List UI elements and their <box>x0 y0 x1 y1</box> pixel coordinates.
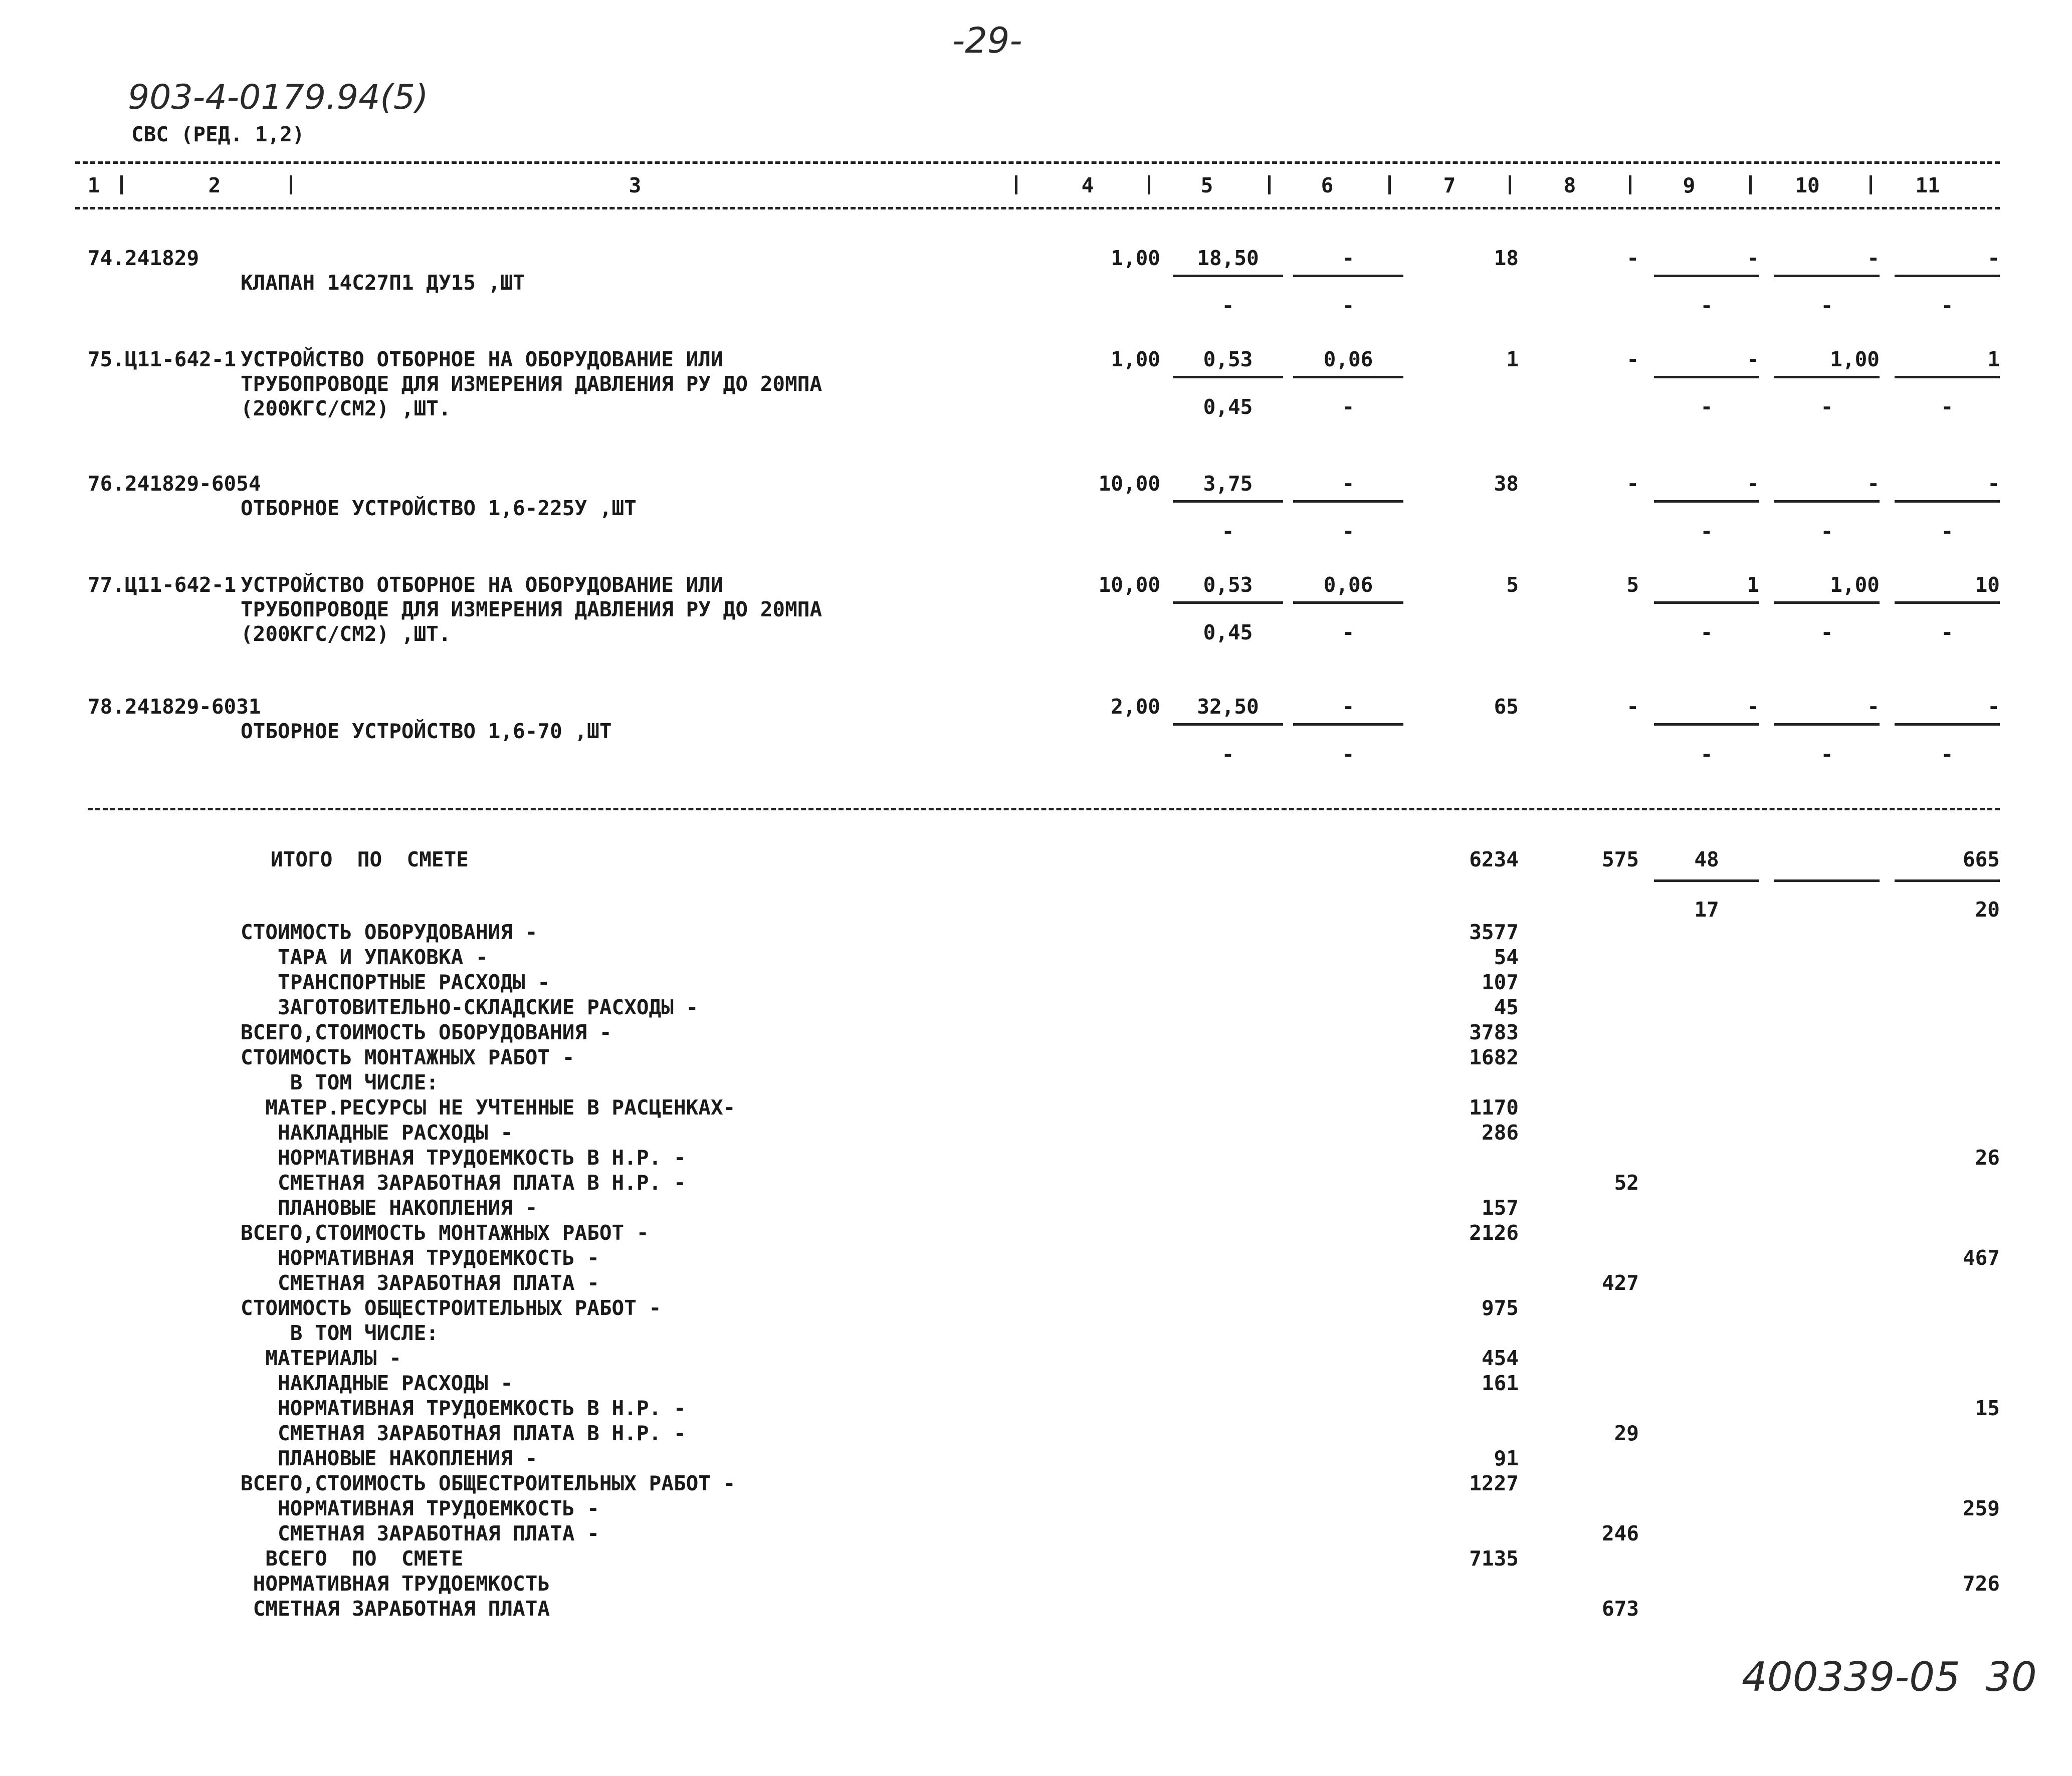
summary-col7: 1682 <box>1469 1045 1519 1069</box>
item-col10: - <box>1867 695 1880 719</box>
item-col10: 1,00 <box>1830 347 1880 371</box>
item-col10: 1,00 <box>1830 573 1880 597</box>
summary-col7: 161 <box>1481 1371 1519 1395</box>
item-col5: 32,50 <box>1197 695 1259 719</box>
summary-label: СМЕТНАЯ ЗАРАБОТНАЯ ПЛАТА В Н.Р. - <box>241 1171 686 1195</box>
item-col11-second: - <box>1941 395 1954 419</box>
item-col9: - <box>1747 695 1759 719</box>
item-col11: - <box>1987 472 2000 496</box>
summary-label: СТОИМОСТЬ МОНТАЖНЫХ РАБОТ - <box>241 1045 575 1069</box>
summary-col11: 15 <box>1975 1396 2000 1420</box>
document-code: 903-4-0179.94(5) <box>128 78 429 117</box>
summary-col8: 246 <box>1601 1521 1639 1545</box>
column-number-4: 4 <box>1081 173 1094 197</box>
summary-col8: 673 <box>1601 1597 1639 1621</box>
summary-col11: 26 <box>1975 1146 2000 1170</box>
item-col10-second: - <box>1820 519 1833 543</box>
summary-col7: 7135 <box>1469 1546 1519 1571</box>
item-code: 74.241829 <box>88 246 199 270</box>
item-col8: - <box>1626 347 1639 371</box>
totals-col9-rule <box>1654 879 1759 882</box>
column-number-8: 8 <box>1563 173 1576 197</box>
summary-col7: 107 <box>1481 970 1519 994</box>
item-col8: 5 <box>1626 573 1639 597</box>
item-col5-rule <box>1173 500 1283 503</box>
summary-col7: 157 <box>1481 1196 1519 1220</box>
item-col5-second: - <box>1221 742 1234 766</box>
item-col11: - <box>1987 695 2000 719</box>
summary-col7: 1227 <box>1469 1471 1519 1495</box>
item-col10-second: - <box>1820 395 1833 419</box>
item-col4: 10,00 <box>1098 573 1160 597</box>
item-col11-rule <box>1895 723 2000 726</box>
summary-label: НОРМАТИВНАЯ ТРУДОЕМКОСТЬ - <box>241 1246 599 1270</box>
summary-col11: 726 <box>1962 1572 2000 1596</box>
summary-col7: 91 <box>1494 1446 1519 1470</box>
totals-col10-rule <box>1774 879 1880 882</box>
item-col11-second: - <box>1941 294 1954 318</box>
item-description-line: ОТБОРНОЕ УСТРОЙСТВО 1,6-225У ,ШТ <box>241 496 637 520</box>
item-col10-rule <box>1774 500 1880 503</box>
item-col7: 38 <box>1494 472 1519 496</box>
item-col6-rule <box>1293 723 1403 726</box>
item-col6: - <box>1342 472 1355 496</box>
item-col4: 10,00 <box>1098 472 1160 496</box>
summary-col7: 286 <box>1481 1121 1519 1145</box>
item-col9-rule <box>1654 275 1759 277</box>
summary-label: СМЕТНАЯ ЗАРАБОТНАЯ ПЛАТА - <box>241 1521 599 1545</box>
item-col7: 18 <box>1494 246 1519 270</box>
item-col10-second: - <box>1820 620 1833 644</box>
item-col6-second: - <box>1342 742 1355 766</box>
totals-col11: 665 <box>1962 847 2000 871</box>
column-number-9: 9 <box>1683 173 1696 197</box>
item-col8: - <box>1626 246 1639 270</box>
item-col7: 1 <box>1506 347 1519 371</box>
column-divider <box>290 175 292 194</box>
item-col6-second: - <box>1342 294 1355 318</box>
item-col9-rule <box>1654 601 1759 604</box>
column-number-5: 5 <box>1200 173 1213 197</box>
summary-label: ТРАНСПОРТНЫЕ РАСХОДЫ - <box>241 970 550 994</box>
item-col5-rule <box>1173 601 1283 604</box>
summary-label: НАКЛАДНЫЕ РАСХОДЫ - <box>241 1121 513 1145</box>
item-col10-rule <box>1774 601 1880 604</box>
column-divider <box>1749 175 1752 194</box>
item-col6-rule <box>1293 601 1403 604</box>
item-col4: 1,00 <box>1111 347 1160 371</box>
item-col5-rule <box>1173 275 1283 277</box>
item-description-line: ТРУБОПРОВОДЕ ДЛЯ ИЗМЕРЕНИЯ ДАВЛЕНИЯ РУ ДО 20МПА <box>241 372 822 396</box>
header-top-rule <box>75 161 2000 164</box>
summary-col7: 54 <box>1494 945 1519 969</box>
item-code: 75.Ц11-642-1 <box>88 347 237 371</box>
column-number-1: 1 <box>87 173 100 197</box>
column-divider <box>1015 175 1017 194</box>
summary-col7: 454 <box>1481 1346 1519 1370</box>
item-col5-second: - <box>1221 519 1234 543</box>
totals-col8: 575 <box>1601 847 1639 871</box>
item-col11: 1 <box>1987 347 2000 371</box>
header-bottom-rule <box>75 207 2000 209</box>
item-code: 76.241829-6054 <box>88 472 261 496</box>
summary-col11: 467 <box>1962 1246 2000 1270</box>
item-col11-second: - <box>1941 519 1954 543</box>
item-col11-rule <box>1895 500 2000 503</box>
series-label: СВС (РЕД. 1,2) <box>131 122 305 146</box>
item-description-line: ОТБОРНОЕ УСТРОЙСТВО 1,6-70 ,ШТ <box>241 719 612 743</box>
handwritten-archive-number: 400339-05 30 <box>1742 1654 2037 1700</box>
column-number-7: 7 <box>1443 173 1456 197</box>
item-col11-rule <box>1895 275 2000 277</box>
summary-label: ВСЕГО,СТОИМОСТЬ ОБЩЕСТРОИТЕЛЬНЫХ РАБОТ - <box>241 1471 736 1495</box>
item-col9-second: - <box>1700 742 1713 766</box>
summary-label: СМЕТНАЯ ЗАРАБОТНАЯ ПЛАТА В Н.Р. - <box>241 1421 686 1445</box>
summary-label: СТОИМОСТЬ ОБЩЕСТРОИТЕЛЬНЫХ РАБОТ - <box>241 1296 662 1320</box>
summary-col11: 259 <box>1962 1496 2000 1520</box>
totals-col9: 48 <box>1694 847 1719 871</box>
item-col8: - <box>1626 472 1639 496</box>
summary-label: НОРМАТИВНАЯ ТРУДОЕМКОСТЬ <box>241 1572 550 1596</box>
column-divider <box>1870 175 1872 194</box>
column-divider <box>1629 175 1631 194</box>
item-col5: 0,53 <box>1203 573 1253 597</box>
item-col11-rule <box>1895 601 2000 604</box>
item-col10-rule <box>1774 376 1880 378</box>
item-code: 78.241829-6031 <box>88 695 261 719</box>
item-code: 77.Ц11-642-1 <box>88 573 237 597</box>
totals-rule <box>88 808 2000 810</box>
item-description-line: (200КГС/СМ2) ,ШТ. <box>241 622 451 646</box>
item-col11: 10 <box>1975 573 2000 597</box>
summary-label: СТОИМОСТЬ ОБОРУДОВАНИЯ - <box>241 920 538 944</box>
column-divider <box>1509 175 1511 194</box>
summary-label: ПЛАНОВЫЕ НАКОПЛЕНИЯ - <box>241 1446 538 1470</box>
summary-label: МАТЕР.РЕСУРСЫ НЕ УЧТЕННЫЕ В РАСЦЕНКАХ- <box>241 1095 736 1120</box>
item-col4: 1,00 <box>1111 246 1160 270</box>
item-description-line: КЛАПАН 14С27П1 ДУ15 ,ШТ <box>241 271 525 295</box>
item-col10: - <box>1867 246 1880 270</box>
totals-label: ИТОГО ПО СМЕТЕ <box>271 847 469 871</box>
column-divider <box>1268 175 1271 194</box>
item-col11-second: - <box>1941 620 1954 644</box>
summary-col8: 29 <box>1614 1421 1639 1445</box>
item-col6: - <box>1342 246 1355 270</box>
summary-col8: 427 <box>1601 1271 1639 1295</box>
item-col9-rule <box>1654 723 1759 726</box>
summary-label: МАТЕРИАЛЫ - <box>241 1346 401 1370</box>
item-col5: 18,50 <box>1197 246 1259 270</box>
item-col9-rule <box>1654 376 1759 378</box>
summary-label: СМЕТНАЯ ЗАРАБОТНАЯ ПЛАТА <box>241 1597 550 1621</box>
item-col5-second: 0,45 <box>1203 620 1253 644</box>
item-col9-second: - <box>1700 395 1713 419</box>
item-col5: 3,75 <box>1203 472 1253 496</box>
item-col11-second: - <box>1941 742 1954 766</box>
summary-label: ВСЕГО,СТОИМОСТЬ МОНТАЖНЫХ РАБОТ - <box>241 1221 649 1245</box>
item-col6-second: - <box>1342 620 1355 644</box>
summary-col7: 2126 <box>1469 1221 1519 1245</box>
item-col7: 65 <box>1494 695 1519 719</box>
item-col9: 1 <box>1747 573 1759 597</box>
item-col9-second: - <box>1700 620 1713 644</box>
item-col6-rule <box>1293 376 1403 378</box>
summary-col7: 3577 <box>1469 920 1519 944</box>
item-col6-second: - <box>1342 519 1355 543</box>
summary-col7: 975 <box>1481 1296 1519 1320</box>
summary-label: В ТОМ ЧИСЛЕ: <box>241 1321 439 1345</box>
item-col10-second: - <box>1820 742 1833 766</box>
item-col9: - <box>1747 246 1759 270</box>
summary-label: НАКЛАДНЫЕ РАСХОДЫ - <box>241 1371 513 1395</box>
column-divider <box>1388 175 1391 194</box>
summary-label: НОРМАТИВНАЯ ТРУДОЕМКОСТЬ В Н.Р. - <box>241 1146 686 1170</box>
summary-label: ВСЕГО ПО СМЕТЕ <box>241 1546 464 1571</box>
summary-col7: 3783 <box>1469 1020 1519 1044</box>
item-col9-second: - <box>1700 294 1713 318</box>
item-col9-second: - <box>1700 519 1713 543</box>
column-divider <box>1148 175 1150 194</box>
totals-col7: 6234 <box>1469 847 1519 871</box>
item-col7: 5 <box>1506 573 1519 597</box>
item-col9-rule <box>1654 500 1759 503</box>
item-description-line: УСТРОЙСТВО ОТБОРНОЕ НА ОБОРУДОВАНИЕ ИЛИ <box>241 573 723 597</box>
summary-label: ПЛАНОВЫЕ НАКОПЛЕНИЯ - <box>241 1196 538 1220</box>
column-number-3: 3 <box>629 173 642 197</box>
totals-col11-rule <box>1895 879 2000 882</box>
item-col5: 0,53 <box>1203 347 1253 371</box>
item-col6: 0,06 <box>1323 573 1373 597</box>
item-col11-rule <box>1895 376 2000 378</box>
totals-col9-second: 17 <box>1694 898 1719 922</box>
summary-label: СМЕТНАЯ ЗАРАБОТНАЯ ПЛАТА - <box>241 1271 599 1295</box>
page-number: -29- <box>952 20 1022 61</box>
column-number-2: 2 <box>208 173 221 197</box>
item-col4: 2,00 <box>1111 695 1160 719</box>
item-col6: 0,06 <box>1323 347 1373 371</box>
summary-col7: 45 <box>1494 995 1519 1019</box>
item-col5-rule <box>1173 376 1283 378</box>
item-col10: - <box>1867 472 1880 496</box>
item-col10-second: - <box>1820 294 1833 318</box>
item-description-line: ТРУБОПРОВОДЕ ДЛЯ ИЗМЕРЕНИЯ ДАВЛЕНИЯ РУ ДО 20МПА <box>241 597 822 621</box>
column-number-6: 6 <box>1321 173 1334 197</box>
item-col10-rule <box>1774 275 1880 277</box>
summary-label: НОРМАТИВНАЯ ТРУДОЕМКОСТЬ - <box>241 1496 599 1520</box>
summary-label: ВСЕГО,СТОИМОСТЬ ОБОРУДОВАНИЯ - <box>241 1020 612 1044</box>
item-col6-rule <box>1293 500 1403 503</box>
item-description-line: (200КГС/СМ2) ,ШТ. <box>241 396 451 420</box>
column-number-11: 11 <box>1915 173 1940 197</box>
summary-col8: 52 <box>1614 1171 1639 1195</box>
summary-label: ЗАГОТОВИТЕЛЬНО-СКЛАДСКИЕ РАСХОДЫ - <box>241 995 699 1019</box>
summary-label: ТАРА И УПАКОВКА - <box>241 945 488 969</box>
item-description-line: УСТРОЙСТВО ОТБОРНОЕ НА ОБОРУДОВАНИЕ ИЛИ <box>241 347 723 371</box>
item-col5-second: 0,45 <box>1203 395 1253 419</box>
item-col11: - <box>1987 246 2000 270</box>
item-col9: - <box>1747 347 1759 371</box>
item-col6: - <box>1342 695 1355 719</box>
summary-label: В ТОМ ЧИСЛЕ: <box>241 1070 439 1094</box>
item-col10-rule <box>1774 723 1880 726</box>
item-col8: - <box>1626 695 1639 719</box>
item-col9: - <box>1747 472 1759 496</box>
item-col6-second: - <box>1342 395 1355 419</box>
column-number-10: 10 <box>1795 173 1820 197</box>
totals-col11-second: 20 <box>1975 898 2000 922</box>
summary-col7: 1170 <box>1469 1095 1519 1120</box>
column-divider <box>120 175 123 194</box>
item-col5-rule <box>1173 723 1283 726</box>
summary-label: НОРМАТИВНАЯ ТРУДОЕМКОСТЬ В Н.Р. - <box>241 1396 686 1420</box>
item-col5-second: - <box>1221 294 1234 318</box>
item-col6-rule <box>1293 275 1403 277</box>
